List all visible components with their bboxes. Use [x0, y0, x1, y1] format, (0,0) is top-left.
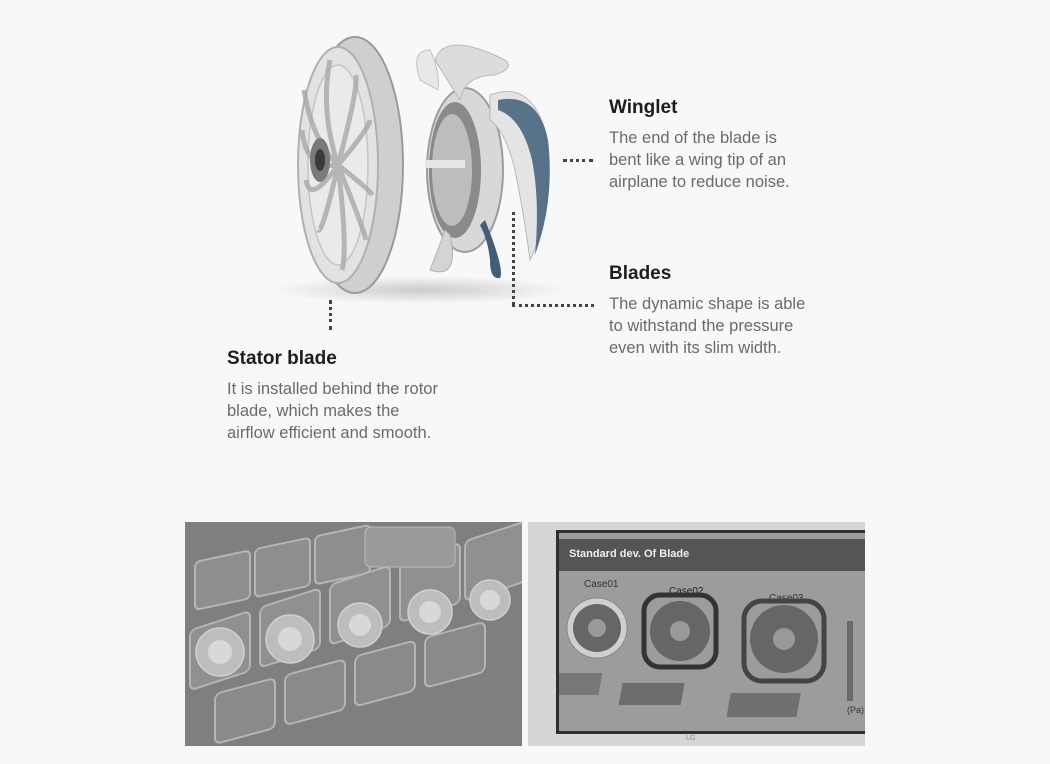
stator-desc-line: It is installed behind the rotor	[227, 380, 438, 398]
stator-desc-line: airflow efficient and smooth.	[227, 424, 432, 442]
winglet-desc-line: airplane to reduce noise.	[609, 173, 790, 191]
prototypes-photo-art	[185, 522, 522, 746]
winglet-title: Winglet	[609, 97, 678, 118]
blades-connector-horizontal	[512, 304, 594, 307]
monitor-header: Standard dev. Of Blade	[569, 548, 690, 560]
winglet-callout	[609, 97, 869, 193]
case-label: Case03	[769, 593, 804, 604]
stator-title: Stator blade	[227, 348, 337, 369]
scale-unit: (Pa)	[847, 705, 865, 715]
prototypes-photo	[185, 522, 522, 746]
case-label: Case02	[669, 586, 704, 597]
blades-callout	[609, 263, 869, 359]
case-fans-art	[559, 533, 865, 731]
blades-connector-vertical	[512, 212, 515, 305]
simulation-photo	[528, 522, 865, 746]
stator-ring	[298, 37, 403, 293]
winglet-desc-line: bent like a wing tip of an	[609, 151, 787, 169]
monitor-brand: LG	[686, 735, 696, 742]
blades-title: Blades	[609, 263, 672, 284]
monitor-screen	[556, 530, 865, 734]
blades-desc-line: even with its slim width.	[609, 339, 782, 357]
blades-desc-line: The dynamic shape is able	[609, 295, 806, 313]
stator-connector	[329, 300, 332, 330]
blades-desc-line: to withstand the pressure	[609, 317, 794, 335]
winglet-desc-line: The end of the blade is	[609, 129, 777, 147]
case-label: Case01	[584, 579, 619, 590]
winglet-connector	[563, 159, 593, 162]
fan-illustration	[260, 20, 580, 320]
rotor-blades	[417, 45, 550, 278]
stator-desc-line: blade, which makes the	[227, 402, 400, 420]
stator-callout	[227, 348, 507, 444]
